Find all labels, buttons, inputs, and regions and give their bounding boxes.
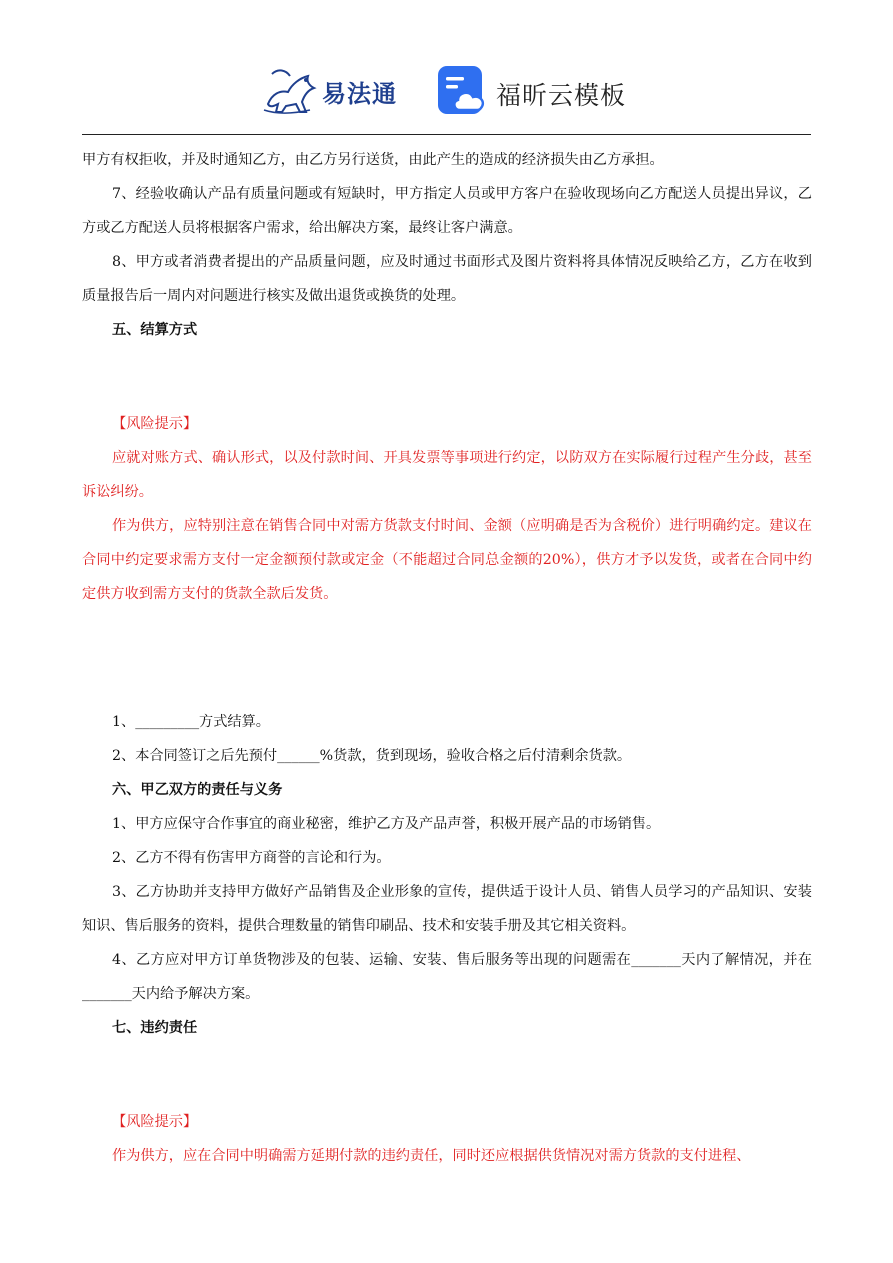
section-heading-liability: 七、违约责任 <box>112 1020 198 1036</box>
payment-item-2: 2、本合同签订之后先预付______%货款，货到现场，验收合格之后付清剩余货款。 <box>112 748 632 764</box>
document-cloud-icon <box>436 64 488 116</box>
paragraph-item-7: 7、经验收确认产品有质量问题或有短缺时，甲方指定人员或甲方客户在验收现场向乙方配送人员提出异议，乙方或乙方配送人员将根据客户需求，给出解决方案，最终让客户满意。 <box>82 186 812 236</box>
fuxin-template-logo-text: 福昕云模板 <box>496 81 627 110</box>
risk-title: 【风险提示】 <box>112 1114 198 1130</box>
document-body <box>82 143 812 1173</box>
yifatong-logo-text: 易法通 <box>322 79 397 108</box>
section-heading-settlement: 五、结算方式 <box>112 322 198 338</box>
risk-title: 【风险提示】 <box>112 416 198 432</box>
risk-paragraph: 作为供方，应特别注意在销售合同中对需方货款支付时间、金额（应明确是否为含税价）进行明确约定。建议在合同中约定要求需方支付一定金额预付款或定金（不能超过合同总金额的20%），供方才予以发货，或者在合同中约定供方收到需方支付的货款全款后发货。 <box>82 518 812 602</box>
paragraph-reject-goods: 甲方有权拒收，并及时通知乙方，由乙方另行送货，由此产生的造成的经济损失由乙方承担。 <box>82 152 664 168</box>
qilin-emblem-icon <box>262 64 320 116</box>
duty-item-4: 4、乙方应对甲方订单货物涉及的包装、运输、安装、售后服务等出现的问题需在_______天内了解情况，并在_______天内给予解决方案。 <box>82 952 812 1002</box>
paragraph-item-8: 8、甲方或者消费者提出的产品质量问题，应及时通过书面形式及图片资料将具体情况反映给乙方，乙方在收到质量报告后一周内对问题进行核实及做出退货或换货的处理。 <box>82 254 812 304</box>
page-header <box>0 56 893 126</box>
yifatong-logo <box>262 62 414 118</box>
payment-item-1: 1、_________方式结算。 <box>112 714 270 730</box>
fuxin-template-logo <box>436 62 636 118</box>
duty-item-2: 2、乙方不得有伤害甲方商誉的言论和行为。 <box>112 850 391 866</box>
risk-paragraph: 作为供方，应在合同中明确需方延期付款的违约责任，同时还应根据供货情况对需方货款的支付进程、 <box>112 1148 751 1164</box>
duty-item-1: 1、甲方应保守合作事宜的商业秘密，维护乙方及产品声誉，积极开展产品的市场销售。 <box>112 816 661 832</box>
risk-paragraph: 应就对账方式、确认形式，以及付款时间、开具发票等事项进行约定，以防双方在实际履行过程产生分歧，甚至诉讼纠纷。 <box>82 450 812 500</box>
duty-item-3: 3、乙方协助并支持甲方做好产品销售及企业形象的宣传，提供适于设计人员、销售人员学习的产品知识、安装知识、售后服务的资料，提供合理数量的销售印刷品、技术和安装手册及其它相关资料。 <box>82 884 812 934</box>
section-heading-duties: 六、甲乙双方的责任与义务 <box>112 782 283 798</box>
header-divider <box>82 134 811 135</box>
